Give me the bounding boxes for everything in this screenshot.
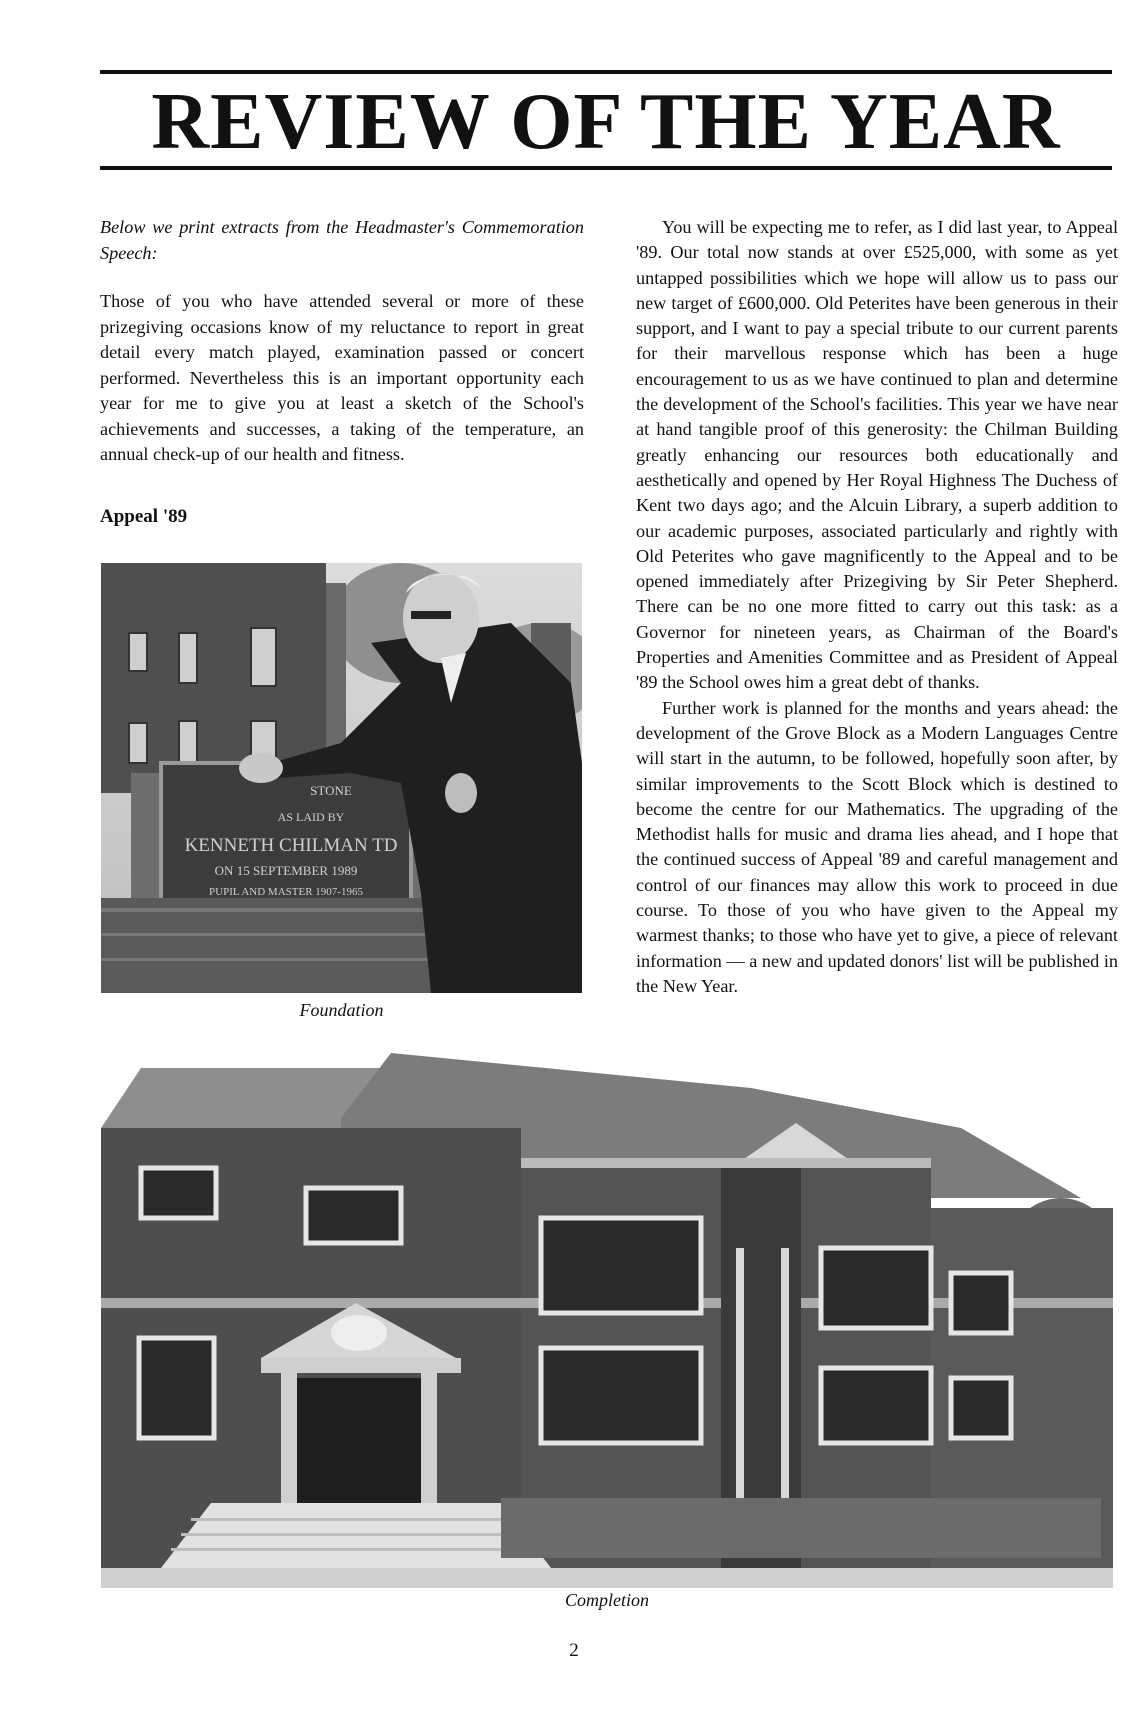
- completion-photo-illustration: [101, 1048, 1113, 1588]
- plaque-line-5: PUPIL AND MASTER 1907-1965: [209, 886, 363, 898]
- left-column: [100, 215, 584, 529]
- plaque-line-4: ON 15 SEPTEMBER 1989: [214, 863, 358, 878]
- foundation-caption: Foundation: [299, 1000, 384, 1020]
- intro-text: Below we print extracts from the Headmaster's Commemoration Speech:: [100, 217, 584, 263]
- plaque-line-3: KENNETH CHILMAN TD: [184, 835, 398, 856]
- foundation-photo-illustration: [101, 563, 582, 993]
- section-heading: Appeal '89: [100, 505, 188, 527]
- plaque-line-2: AS LAID BY: [277, 810, 345, 824]
- paragraph-2: You will be expecting me to refer, as I did last year, to Appeal '89. Our total now stands at over £525,000, with some as yet untapped possibilities which we hope will allow us to pass our new target of £600,000. Old Peterites have been generous in their support, and I want to pay a special tribute to our current parents for their marvellous response which has been a huge encouragement to us as we have continued to plan and determine the development of the School's facilities. This year we have near at hand tangible proof of this generosity: the Chilman Building greatly enhancing our resources both educationally and aesthetically and opened by Her Royal Highness The Duchess of Kent two days ago; and the Alcuin Library, a superb addition to our academic purposes, associated particularly and rightly with Old Peterites who gave magnificently to the Appeal and to be opened immediately after Prizegiving by Sir Peter Shepherd. There can be no one more fitted to carry out this task: as a Governor for nineteen years, as Chairman of the Board's Properties and Amenities Committee and as President of Appeal '89 the School owes him a great debt of thanks.: [636, 217, 1118, 693]
- top-rule: [100, 70, 1112, 74]
- plaque-line-1: STONE: [310, 783, 352, 798]
- completion-photo: [101, 1048, 1113, 1588]
- page-number: 2: [569, 1640, 579, 1661]
- bottom-rule: [100, 166, 1112, 170]
- paragraph-1: Those of you who have attended several or more of these prizegiving occasions know of my reluctance to report in great detail every match played, examination passed or concert performed. Nevertheless this is an important opportunity each year for me to give you at least a sketch of the School's achievements and successes, a taking of the temperature, an annual check-up of our health and fitness.: [100, 291, 584, 464]
- completion-caption: Completion: [565, 1590, 649, 1610]
- foundation-photo: [101, 563, 582, 993]
- right-column: [636, 215, 1118, 999]
- page-title: REVIEW OF THE YEAR: [151, 78, 1061, 166]
- paragraph-3: Further work is planned for the months and years ahead: the development of the Grove Block as a Modern Languages Centre will start in the autumn, to be followed, hopefully soon after, by similar improvements to the Scott Block which is destined to become the centre for our Mathematics. The upgrading of the Methodist halls for music and drama lies ahead, and I hope that the continued success of Appeal '89 and careful management and control of our finances may allow this work to proceed in due course. To those of you who have given to the Appeal my warmest thanks; to those who have yet to give, a piece of relevant information — a new and updated donors' list will be published in the New Year.: [636, 697, 1118, 996]
